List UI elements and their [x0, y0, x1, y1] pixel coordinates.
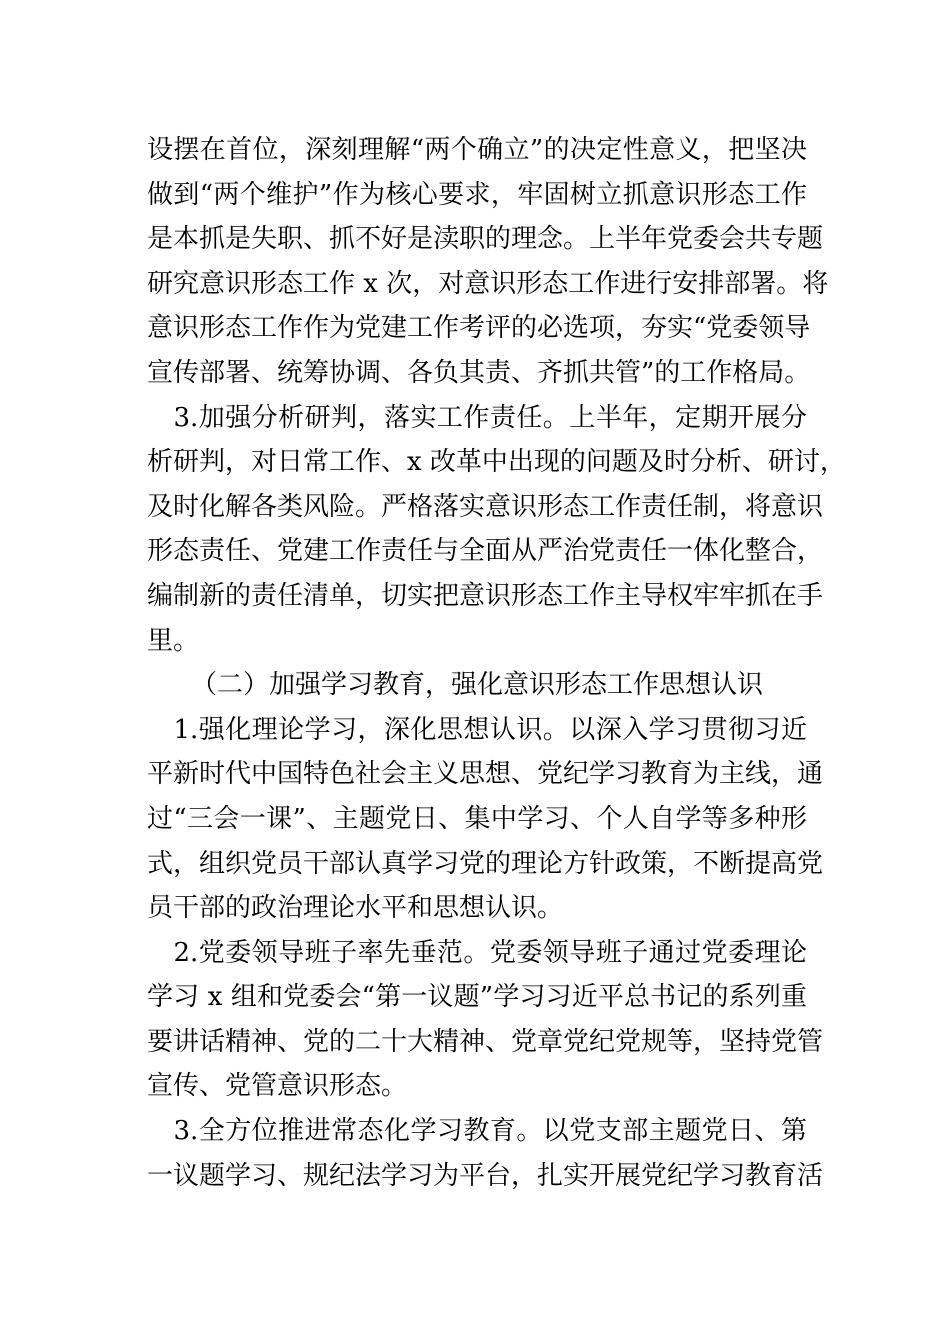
- text-line: 宣传、党管意识形态。: [147, 1071, 408, 1102]
- text-line: 及时化解各类风险。严格落实意识形态工作责任制，将意识: [147, 491, 824, 522]
- text-line: 析研判，对日常工作、x 改革中出现的问题及时分析、研讨，: [147, 447, 846, 478]
- text-line: 研究意识形态工作 x 次，对意识形态工作进行安排部署。将: [147, 268, 829, 299]
- paragraph-start-line: 3.加强分析研判，落实工作责任。上半年，定期开展分: [147, 402, 807, 433]
- text-line: 学习 x 组和党委会“第一议题”学习习近平总书记的系列重: [147, 982, 807, 1013]
- text-line: 编制新的责任清单，切实把意识形态工作主导权牢牢抓在手: [147, 580, 824, 611]
- text-line: 式，组织党员干部认真学习党的理论方针政策，不断提高党: [147, 848, 824, 879]
- text-line: 做到“两个维护”作为核心要求，牢固树立抓意识形态工作: [147, 179, 807, 210]
- text-line: 设摆在首位，深刻理解“两个确立”的决定性意义，把坚决: [147, 135, 807, 165]
- text-line: 里。: [147, 625, 200, 656]
- text-line: 是本抓是失职、抓不好是渎职的理念。上半年党委会共专题: [147, 224, 824, 255]
- paragraph-start-line: 1.强化理论学习，深化思想认识。以深入学习贯彻习近: [147, 714, 807, 745]
- text-line: 过“三会一课”、主题党日、集中学习、个人自学等多种形: [147, 803, 807, 834]
- text-line: 宣传部署、统筹协调、各负其责、齐抓共管”的工作格局。: [147, 357, 811, 388]
- paragraph-start-line: 3.全方位推进常态化学习教育。以党支部主题党日、第: [147, 1116, 807, 1147]
- document-body: [147, 128, 846, 1198]
- text-line: 平新时代中国特色社会主义思想、党纪学习教育为主线，通: [147, 759, 824, 790]
- section-heading: （二）加强学习教育，强化意识形态工作思想认识: [190, 670, 763, 701]
- text-line: 形态责任、党建工作责任与全面从严治党责任一体化整合，: [147, 536, 824, 567]
- text-line: 意识形态工作作为党建工作考评的必选项，夯实“党委领导: [147, 313, 811, 344]
- text-line: 员干部的政治理论水平和思想认识。: [147, 893, 564, 924]
- text-line: 一议题学习、规纪法学习为平台，扎实开展党纪学习教育活: [147, 1160, 824, 1191]
- text-line: 要讲话精神、党的二十大精神、党章党纪党规等，坚持党管: [147, 1026, 824, 1057]
- paragraph-start-line: 2.党委领导班子率先垂范。党委领导班子通过党委理论: [147, 937, 807, 968]
